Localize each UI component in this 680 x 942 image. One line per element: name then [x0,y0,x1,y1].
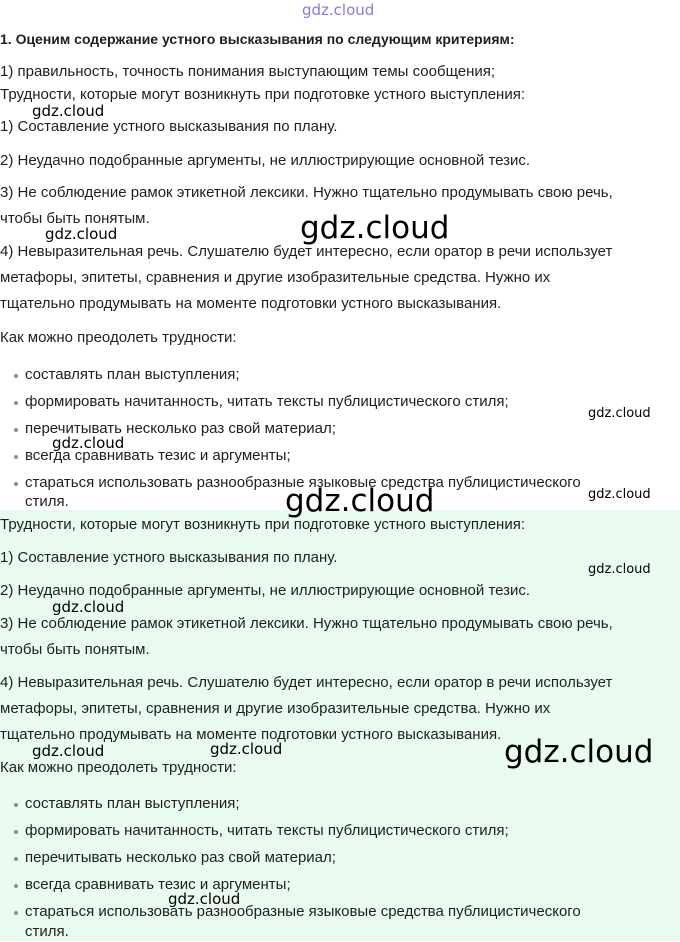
difficulty-item-4-line-3-repeat: тщательно продумывать на моменте подготовки устного высказывания. [0,726,502,743]
watermark: gdz.cloud [45,225,118,243]
tip-item-1: составлять план выступления; [25,366,240,383]
tip-item-2-repeat: формировать начитанность, читать тексты публицистического стиля; [25,822,509,839]
criterion-1: 1) правильность, точность понимания выступающим темы сообщения; [0,63,496,80]
tip-item-3: перечитывать несколько раз свой материал; [25,420,336,437]
watermark: gdz.cloud [52,434,125,452]
overcome-title: Как можно преодолеть трудности: [0,329,237,346]
difficulty-item-1: 1) Составление устного высказывания по плану. [0,118,338,135]
difficulty-item-4-line-1-repeat: 4) Невыразительная речь. Слушателю будет интересно, если оратор в речи использует [0,674,613,691]
difficulty-item-4-line-2: метафоры, эпитеты, сравнения и другие изобразительные средства. Нужно их [0,269,551,286]
difficulty-item-3-line-1-repeat: 3) Не соблюдение рамок этикетной лексики. Нужно тщательно продумывать свою речь, [0,615,613,632]
tip-item-1-repeat: составлять план выступления; [25,795,240,812]
watermark: gdz.cloud [588,406,651,421]
heading: 1. Оценим содержание устного высказывания по следующим критериям: [0,31,515,47]
overcome-title-repeat: Как можно преодолеть трудности: [0,759,237,776]
tip-item-3-repeat: перечитывать несколько раз свой материал; [25,849,336,866]
watermark: gdz.cloud [504,734,654,770]
tip-item-5-repeat: стараться использовать разнообразные языковые средства публицистического [25,903,581,920]
tip-item-5: стараться использовать разнообразные языковые средства публицистического [25,474,581,491]
watermark-top: gdz.cloud [302,1,375,19]
difficulty-item-3-line-1: 3) Не соблюдение рамок этикетной лексики. Нужно тщательно продумывать свою речь, [0,184,613,201]
tip-item-5-continuation-repeat: стиля. [25,923,69,940]
difficulties-intro-repeat: Трудности, которые могут возникнуть при подготовке устного выступления: [0,516,525,533]
difficulty-item-4-line-2-repeat: метафоры, эпитеты, сравнения и другие изобразительные средства. Нужно их [0,700,551,717]
watermark: gdz.cloud [52,598,125,616]
bullet-dot [14,884,18,888]
bullet-dot [14,482,18,486]
watermark: gdz.cloud [285,483,435,519]
tip-item-4: всегда сравнивать тезис и аргументы; [25,447,291,464]
difficulty-item-2: 2) Неудачно подобранные аргументы, не иллюстрирующие основной тезис. [0,152,531,169]
watermark: gdz.cloud [32,102,105,120]
watermark: gdz.cloud [210,740,283,758]
difficulty-item-4-line-3: тщательно продумывать на моменте подготовки устного высказывания. [0,295,502,312]
bullet-dot [14,803,18,807]
watermark: gdz.cloud [588,487,651,502]
difficulty-item-3-line-2: чтобы быть понятым. [0,210,150,227]
bullet-dot [14,455,18,459]
bullet-dot [14,374,18,378]
bullet-dot [14,401,18,405]
watermark: gdz.cloud [300,210,450,246]
difficulty-item-2-repeat: 2) Неудачно подобранные аргументы, не иллюстрирующие основной тезис. [0,582,531,599]
difficulty-item-3-line-2-repeat: чтобы быть понятым. [0,641,150,658]
difficulty-item-4-line-1: 4) Невыразительная речь. Слушателю будет интересно, если оратор в речи использует [0,243,613,260]
tip-item-5-continuation: стиля. [25,493,69,510]
bullet-dot [14,428,18,432]
tip-item-4-repeat: всегда сравнивать тезис и аргументы; [25,876,291,893]
tip-item-2: формировать начитанность, читать тексты публицистического стиля; [25,393,509,410]
watermark: gdz.cloud [168,890,241,908]
difficulty-item-1-repeat: 1) Составление устного высказывания по плану. [0,549,338,566]
watermark: gdz.cloud [32,742,105,760]
bullet-dot [14,830,18,834]
difficulties-intro: Трудности, которые могут возникнуть при подготовке устного выступления: [0,86,525,103]
watermark: gdz.cloud [588,562,651,577]
bullet-dot [14,857,18,861]
bullet-dot [14,911,18,915]
